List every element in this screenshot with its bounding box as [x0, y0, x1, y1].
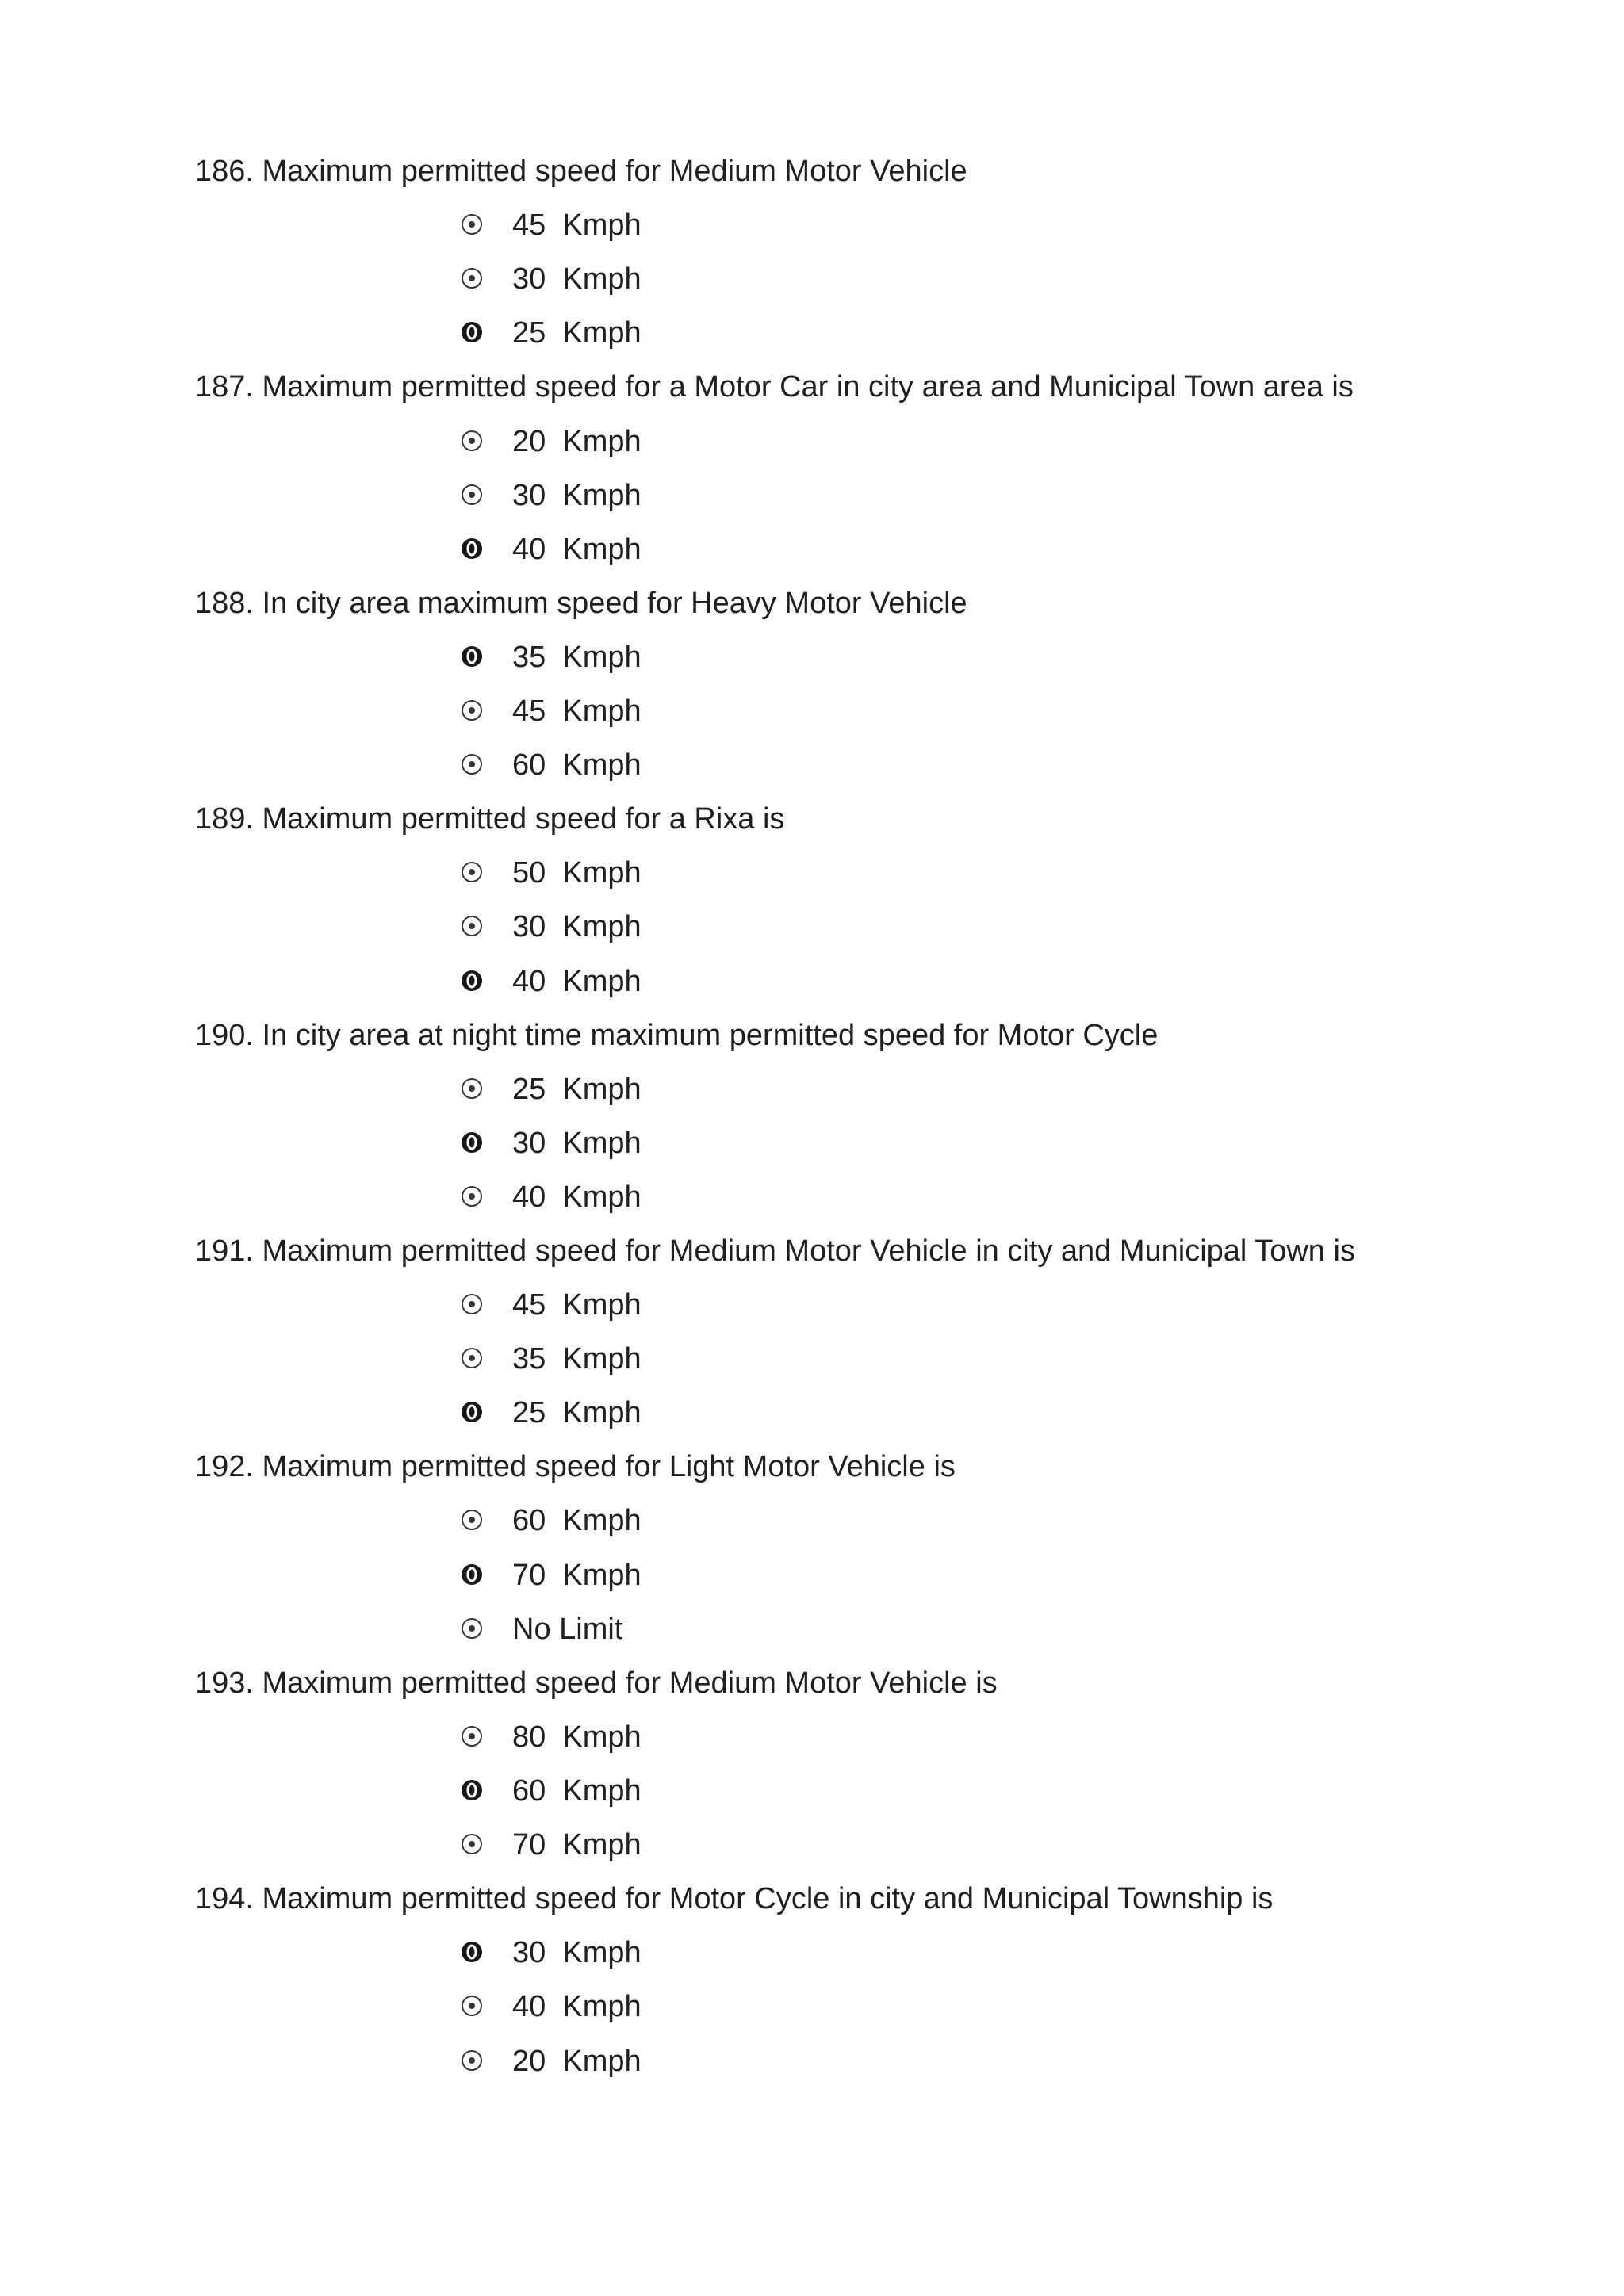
- dot-circle-icon: [460, 698, 484, 722]
- dot-circle-icon: [460, 429, 484, 453]
- option-label: No Limit: [512, 1613, 623, 1646]
- option-label: 45 Kmph: [512, 1288, 642, 1322]
- correct-answer-icon: [460, 537, 484, 561]
- answer-option: [0, 1556, 1624, 1594]
- answer-option: [0, 1718, 1624, 1756]
- option-label: 25 Kmph: [512, 1073, 642, 1106]
- answer-option: [0, 476, 1624, 515]
- question-text: 191. Maximum permitted speed for Medium Motor Vehicle in city and Municipal Town is: [195, 1234, 1355, 1268]
- answer-option: [0, 1502, 1624, 1540]
- option-label: 70 Kmph: [512, 1828, 642, 1862]
- option-label: 30 Kmph: [512, 479, 642, 512]
- dot-circle-icon: [460, 914, 484, 938]
- correct-answer-icon: [460, 1563, 484, 1586]
- question-text: 193. Maximum permitted speed for Medium Motor Vehicle is: [195, 1667, 998, 1700]
- question-text: 186. Maximum permitted speed for Medium Motor Vehicle: [195, 155, 967, 188]
- correct-answer-icon: [460, 1940, 484, 1964]
- option-label: 60 Kmph: [512, 1504, 642, 1537]
- dot-circle-icon: [460, 1184, 484, 1208]
- answer-option: [0, 1772, 1624, 1810]
- answer-option: [0, 962, 1624, 1001]
- answer-option: [0, 1178, 1624, 1216]
- option-label: 45 Kmph: [512, 209, 642, 242]
- option-label: 40 Kmph: [512, 1990, 642, 2023]
- dot-circle-icon: [460, 1292, 484, 1316]
- correct-answer-icon: [460, 645, 484, 668]
- option-label: 50 Kmph: [512, 856, 642, 890]
- option-label: 30 Kmph: [512, 1936, 642, 1969]
- dot-circle-icon: [460, 1994, 484, 2018]
- answer-option: [0, 1988, 1624, 2026]
- answer-option: [0, 1826, 1624, 1864]
- option-label: 40 Kmph: [512, 533, 642, 566]
- option-label: 60 Kmph: [512, 1774, 642, 1808]
- answer-option: [0, 260, 1624, 298]
- option-label: 70 Kmph: [512, 1559, 642, 1592]
- answer-option: [0, 1610, 1624, 1648]
- dot-circle-icon: [460, 1832, 484, 1856]
- answer-option: [0, 692, 1624, 730]
- dot-circle-icon: [460, 266, 484, 290]
- dot-circle-icon: [460, 2049, 484, 2072]
- answer-option: [0, 1934, 1624, 1972]
- question-text: 187. Maximum permitted speed for a Motor Car in city area and Municipal Town area is: [195, 370, 1354, 404]
- option-label: 80 Kmph: [512, 1720, 642, 1754]
- option-label: 30 Kmph: [512, 1127, 642, 1160]
- answer-option: [0, 1340, 1624, 1378]
- question-text: 188. In city area maximum speed for Heavy Motor Vehicle: [195, 587, 967, 620]
- option-label: 40 Kmph: [512, 1181, 642, 1214]
- dot-circle-icon: [460, 752, 484, 776]
- answer-option: [0, 1070, 1624, 1108]
- answer-option: [0, 638, 1624, 676]
- option-label: 20 Kmph: [512, 425, 642, 458]
- correct-answer-icon: [460, 320, 484, 344]
- correct-answer-icon: [460, 1400, 484, 1424]
- correct-answer-icon: [460, 969, 484, 993]
- answer-option: [0, 314, 1624, 352]
- answer-option: [0, 908, 1624, 946]
- dot-circle-icon: [460, 483, 484, 507]
- answer-option: [0, 2042, 1624, 2080]
- option-label: 60 Kmph: [512, 748, 642, 782]
- dot-circle-icon: [460, 1346, 484, 1370]
- option-label: 30 Kmph: [512, 262, 642, 296]
- answer-option: [0, 530, 1624, 568]
- option-label: 35 Kmph: [512, 641, 642, 674]
- answer-option: [0, 1124, 1624, 1162]
- dot-circle-icon: [460, 1508, 484, 1532]
- option-label: 40 Kmph: [512, 965, 642, 998]
- answer-option: [0, 1394, 1624, 1432]
- correct-answer-icon: [460, 1131, 484, 1154]
- option-label: 20 Kmph: [512, 2045, 642, 2078]
- answer-option: [0, 854, 1624, 892]
- option-label: 25 Kmph: [512, 1396, 642, 1429]
- question-text: 192. Maximum permitted speed for Light Motor Vehicle is: [195, 1450, 956, 1483]
- question-text: 189. Maximum permitted speed for a Rixa is: [195, 802, 785, 836]
- dot-circle-icon: [460, 860, 484, 884]
- answer-option: [0, 423, 1624, 461]
- option-label: 25 Kmph: [512, 316, 642, 350]
- question-text: 194. Maximum permitted speed for Motor Cycle in city and Municipal Township is: [195, 1882, 1274, 1915]
- dot-circle-icon: [460, 1077, 484, 1100]
- option-label: 45 Kmph: [512, 695, 642, 728]
- correct-answer-icon: [460, 1778, 484, 1802]
- dot-circle-icon: [460, 1724, 484, 1748]
- dot-circle-icon: [460, 212, 484, 236]
- answer-option: [0, 206, 1624, 244]
- option-label: 30 Kmph: [512, 910, 642, 943]
- answer-option: [0, 1286, 1624, 1324]
- option-label: 35 Kmph: [512, 1342, 642, 1376]
- question-text: 190. In city area at night time maximum permitted speed for Motor Cycle: [195, 1019, 1159, 1052]
- answer-option: [0, 746, 1624, 784]
- dot-circle-icon: [460, 1617, 484, 1640]
